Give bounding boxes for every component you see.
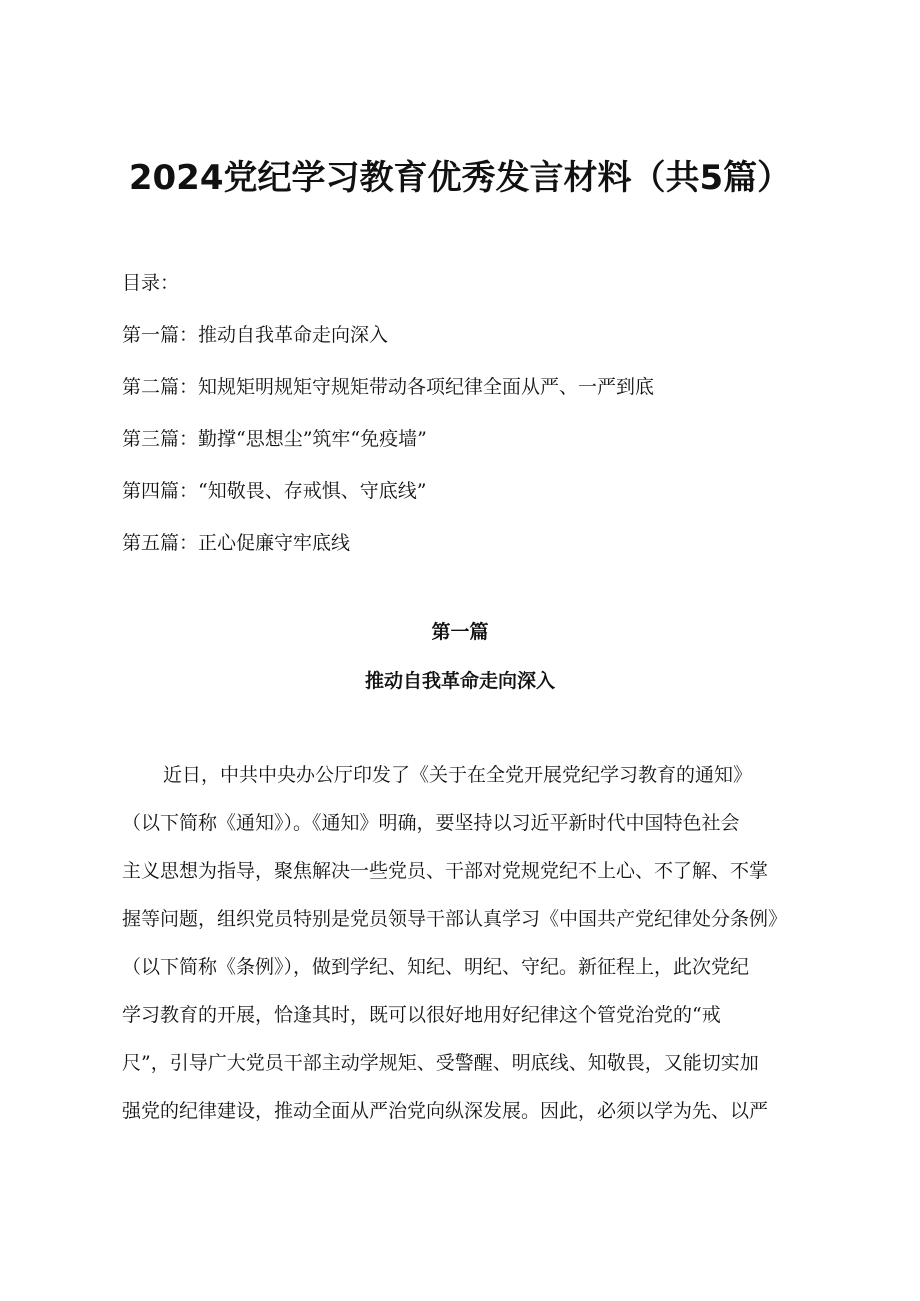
toc-item: 第三篇：勤撑“思想尘”筑牢“免疫墙” (122, 428, 427, 450)
toc-item: 第一篇：推动自我革命走向深入 (122, 324, 389, 346)
toc-item: 第五篇：正心促廉守牢底线 (122, 532, 351, 554)
toc-heading: 目录： (122, 272, 180, 294)
section-number: 第一篇 (431, 621, 489, 643)
paragraph-line: 尺”，引导广大党员干部主动学规矩、受警醒、明底线、知敬畏，又能切实加 (122, 1052, 759, 1074)
paragraph-line: （以下简称《条例》），做到学纪、知纪、明纪、守纪。新征程上，此次党纪 (122, 956, 750, 978)
paragraph-line: 握等问题，组织党员特别是党员领导干部认真学习《中国共产党纪律处分条例》 (122, 908, 788, 930)
document-title: 2024党纪学习教育优秀发言材料（共5篇） (128, 158, 792, 198)
table-of-contents (122, 266, 822, 578)
toc-item: 第四篇：“知敬畏、存戒惧、守底线” (122, 480, 427, 502)
paragraph-line: 强党的纪律建设，推动全面从严治党向纵深发展。因此，必须以学为先、以严 (122, 1100, 769, 1122)
body-paragraph (122, 759, 802, 1143)
paragraph-line: 学习教育的开展，恰逢其时，既可以很好地用好纪律这个管党治党的“戒 (122, 1004, 721, 1026)
section-title: 推动自我革命走向深入 (364, 670, 555, 692)
paragraph-line: 近日，中共中央办公厅印发了《关于在全党开展党纪学习教育的通知》 (163, 764, 753, 786)
paragraph-line: （以下简称《通知》）。《通知》明确，要坚持以习近平新时代中国特色社会 (122, 812, 740, 834)
toc-item: 第二篇：知规矩明规矩守规矩带动各项纪律全面从严、一严到底 (122, 376, 655, 398)
paragraph-line: 主义思想为指导，聚焦解决一些党员、干部对党规党纪不上心、不了解、不掌 (122, 860, 769, 882)
